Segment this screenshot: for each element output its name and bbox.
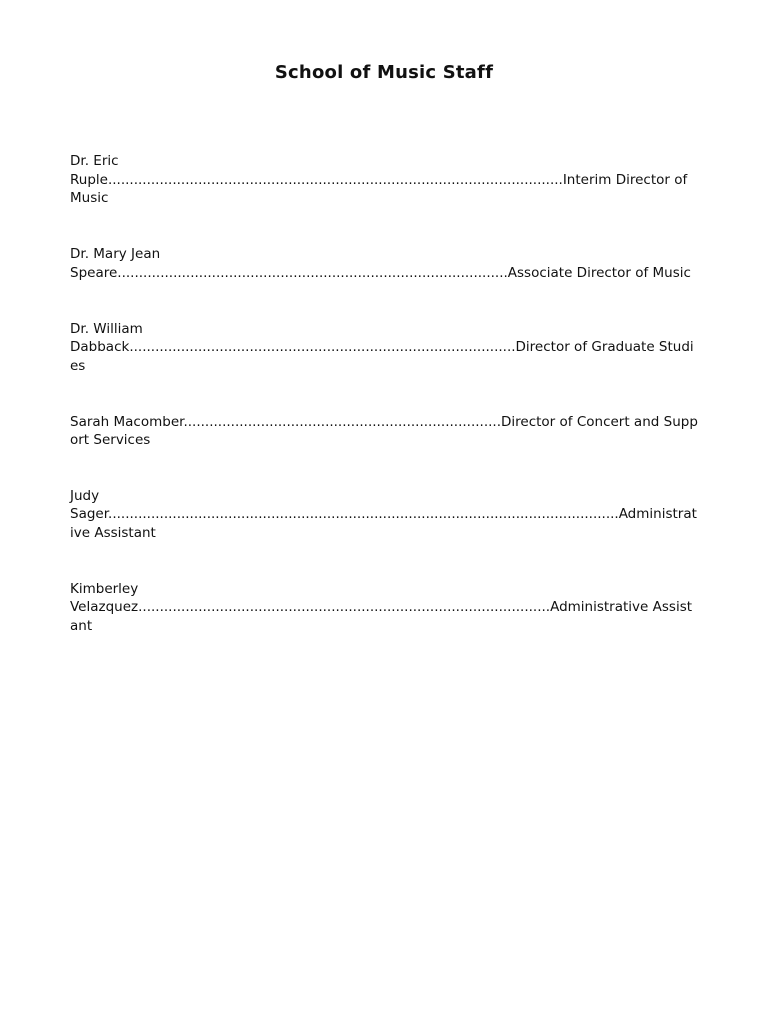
staff-entry-ruple: Dr. Eric Ruple..........................................................................................................Interim Director of Music	[70, 153, 688, 207]
staff-entry-speare: Dr. Mary Jean Speare...........................................................................................Associate Director of Music	[70, 246, 691, 281]
staff-entry-dabback: Dr. William Dabback..........................................................................................Director of Graduate Studies	[70, 320, 694, 374]
staff-entry-velazquez: Kimberley Velazquez................................................................................................Administrative Assistant	[70, 580, 693, 635]
staff-entry-macomber: Sarah Macomber..........................................................................Director of Concert and Support Services	[70, 413, 698, 449]
staff-entry-sager: Judy Sager.......................................................................................................................Administrative Assistant	[70, 487, 697, 542]
page-title: School of Music Staff	[274, 62, 494, 83]
staff-list	[70, 115, 700, 673]
